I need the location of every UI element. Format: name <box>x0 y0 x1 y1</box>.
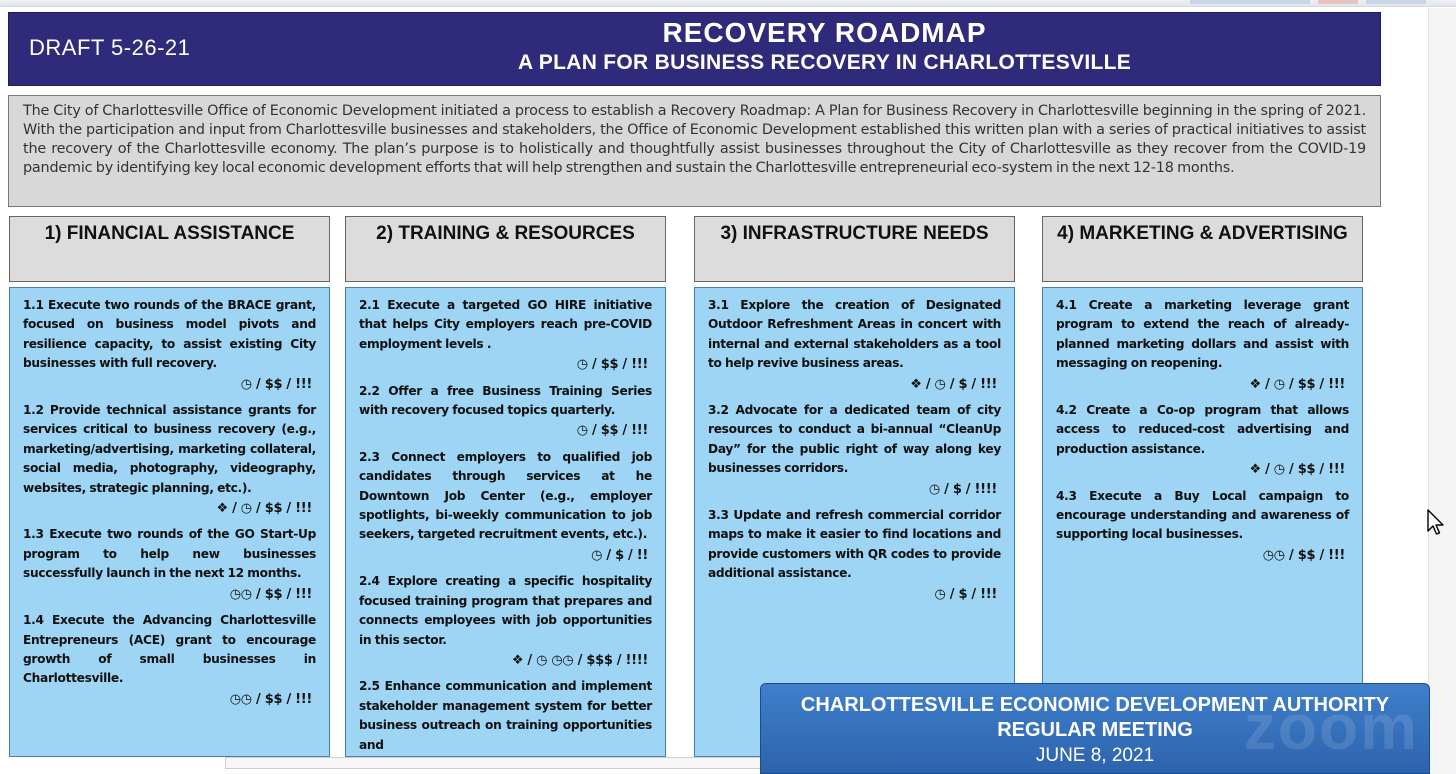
item-rating: ❖ / ◷ / $$ / !!! <box>216 501 312 517</box>
column-body-financial <box>9 287 330 757</box>
item-rating: ◷ / $$ / !!! <box>576 423 648 439</box>
list-item <box>708 296 1001 394</box>
item-text: 1.2 Provide technical assistance grants for services critical to business recovery (e.g., marketing/advertising, marketing collateral, social media, photography, videography, websites, strategic planning, etc.). <box>23 403 316 495</box>
mouse-cursor-icon <box>1427 509 1445 537</box>
item-rating: ◷◷ / $$ / !!! <box>229 586 312 602</box>
item-rating: ❖ / ◷ / $ / !!! <box>910 376 997 392</box>
list-item <box>359 677 652 755</box>
item-text: 2.5 Enhance communication and implement stakeholder management system for better business outreach on training opportunities and <box>359 679 652 752</box>
item-text: 3.2 Advocate for a dedicated team of city resources to conduct a bi-annual “CleanUp Day” for the public right of way along key businesses corridors. <box>708 403 1001 476</box>
list-item <box>359 448 652 565</box>
horizontal-scrollbar[interactable] <box>225 757 765 769</box>
strip-segment <box>1190 0 1310 4</box>
item-rating: ◷◷ / $$ / !!! <box>1262 547 1345 563</box>
item-text: 2.3 Connect employers to qualified job candidates through services at he Downtown Job Center (e.g., employer spotlights, bi-weekly communication to job seekers, targeted recruitment events, etc.). <box>359 449 652 542</box>
list-item <box>1056 487 1349 566</box>
list-item <box>708 506 1001 604</box>
list-item <box>1056 296 1349 394</box>
meeting-type: REGULAR MEETING <box>997 719 1193 741</box>
strip-segment <box>1318 0 1358 4</box>
item-text: 2.2 Offer a free Business Training Series with recovery focused topics quarterly. <box>359 383 652 418</box>
list-item <box>23 296 316 394</box>
list-item <box>708 401 1001 499</box>
item-text: 4.3 Execute a Buy Local campaign to encourage understanding and awareness of supporting local businesses. <box>1056 488 1349 542</box>
list-item <box>359 296 652 375</box>
item-rating: ❖ / ◷ ◷◷ / $$$ / !!!! <box>511 652 648 668</box>
item-rating: ◷◷ / $$ / !!! <box>229 691 312 707</box>
column-body-training <box>345 287 666 757</box>
list-item <box>23 525 316 604</box>
column-header-infrastructure: 3) INFRASTRUCTURE NEEDS <box>694 216 1015 282</box>
item-text: 1.4 Execute the Advancing Charlottesville Entrepreneurs (ACE) grant to encourage growth of small businesses in Charlottesville. <box>23 613 316 686</box>
item-rating: ❖ / ◷ / $$ / !!! <box>1249 462 1345 478</box>
draft-label: DRAFT 5-26-21 <box>29 35 191 60</box>
item-text: 2.4 Explore creating a specific hospitality focused training program that prepares and connects employees with job opportunities in this sector. <box>359 574 652 647</box>
page-subtitle: A PLAN FOR BUSINESS RECOVERY IN CHARLOTTESVILLE <box>517 51 1132 74</box>
column-header-financial: 1) FINANCIAL ASSISTANCE <box>9 216 330 282</box>
item-text: 1.3 Execute two rounds of the GO Start-Up program to help new businesses successfully launch in the next 12 months. <box>23 527 316 581</box>
item-rating: ◷ / $$ / !!! <box>240 376 312 392</box>
item-rating: ❖ / ◷ / $$ / !!! <box>1249 376 1345 392</box>
item-text: 4.1 Create a marketing leverage grant program to extend the reach of already-planned marketing dollars and assist with messaging on reopening. <box>1056 298 1349 371</box>
item-rating: ◷ / $ / !! <box>591 547 648 563</box>
item-rating: ◷ / $ / !!!! <box>928 481 997 497</box>
list-item <box>23 611 316 709</box>
item-text: 1.1 Execute two rounds of the BRACE grant, focused on business model pivots and resilience capacity, to assist existing City businesses with full recovery. <box>23 298 316 371</box>
column-header-marketing: 4) MARKETING & ADVERTISING <box>1042 216 1363 282</box>
item-text: 4.2 Create a Co-op program that allows access to reduced-cost advertising and production assistance. <box>1056 403 1349 456</box>
right-scroll-area[interactable] <box>1428 8 1456 774</box>
title-banner <box>8 12 1381 86</box>
list-item <box>1056 401 1349 480</box>
meeting-org-name: CHARLOTTESVILLE ECONOMIC DEVELOPMENT AUTHORITY <box>800 694 1390 716</box>
list-item <box>359 382 652 441</box>
item-rating: ◷ / $ / !!! <box>934 586 997 602</box>
item-rating: ◷ / $$ / !!! <box>576 357 648 373</box>
zoom-watermark: zoom <box>1243 691 1419 763</box>
column-header-training: 2) TRAINING & RESOURCES <box>345 216 666 282</box>
list-item <box>23 401 316 518</box>
list-item <box>359 572 652 670</box>
item-text: 3.1 Explore the creation of Designated Outdoor Refreshment Areas in concert with internal and external stakeholders as a tool to help revive business areas. <box>708 298 1001 371</box>
strip-segment <box>1366 0 1426 4</box>
top-window-strip <box>0 0 1456 7</box>
page-title: RECOVERY ROADMAP <box>662 17 987 48</box>
intro-paragraph: The City of Charlottesville Office of Economic Development initiated a process to establish a Recovery Roadmap: A Plan for Business Recovery in Charlottesville beginning in the spring of 2021. With the participation and input from Charlottesville businesses and stakeholders, the Office of Economic Development established this written plan with a series of practical initiatives to assist the recovery of the Charlottesville economy. The plan’s purpose is to holistically and thoughtfully assist businesses throughout the City of Charlottesville as they recover from the COVID-19 pandemic by identifying key local economic development efforts that will help strengthen and sustain the Charlottesville entrepreneurial eco-system in the next 12-18 months. <box>8 95 1381 207</box>
meeting-date: JUNE 8, 2021 <box>1035 745 1155 766</box>
item-text: 3.3 Update and refresh commercial corridor maps to make it easier to find locations and provide customers with QR codes to provide additional assistance. <box>708 508 1001 581</box>
meeting-banner <box>760 683 1430 774</box>
item-text: 2.1 Execute a targeted GO HIRE initiative that helps City employers reach pre-COVID employment levels . <box>359 298 652 351</box>
